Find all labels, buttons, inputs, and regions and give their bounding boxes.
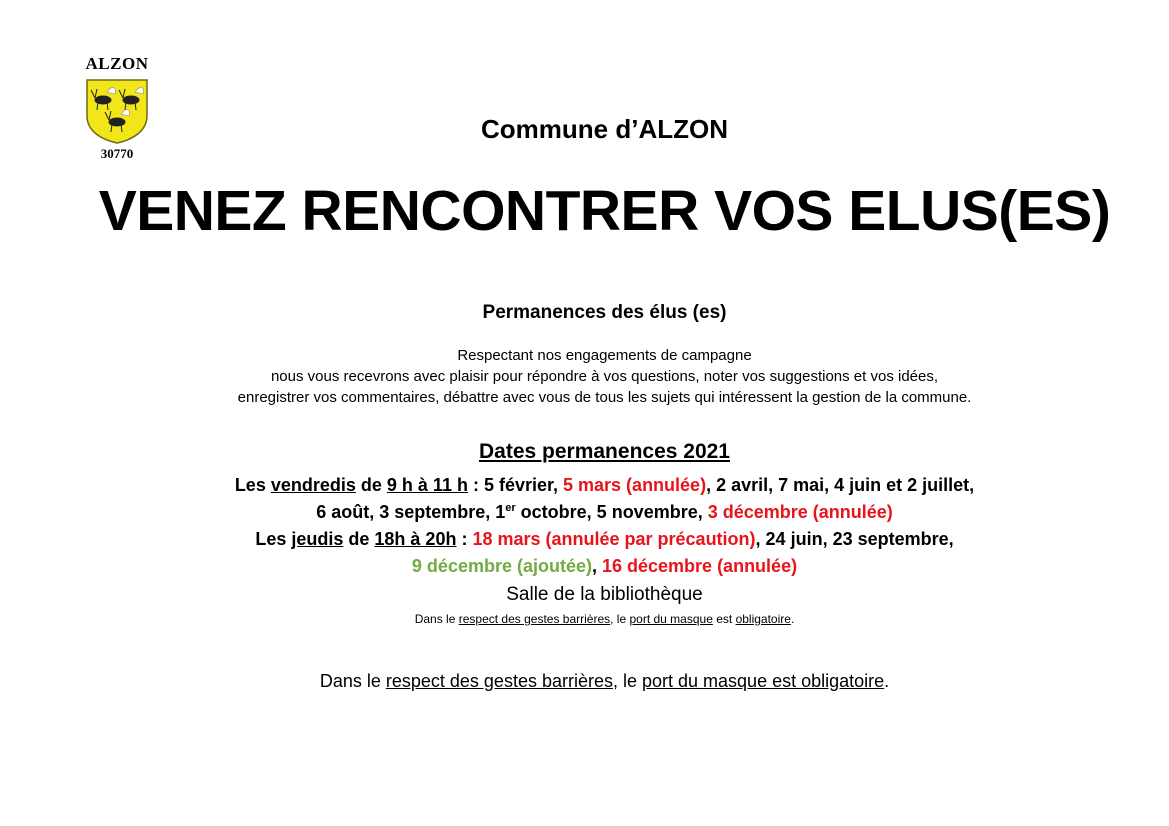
intro-line: nous vous recevrons avec plaisir pour répondre à vos questions, noter vos suggestions et vos idées, xyxy=(270,368,939,385)
logo-name: ALZON xyxy=(85,54,149,73)
intro-paragraph xyxy=(0,345,1169,408)
intro-line: enregistrer vos commentaires, débattre avec vous de tous les sujets qui intéressent la gestion de la commune. xyxy=(237,389,972,406)
friday-day: vendredis xyxy=(270,475,356,495)
commune-logo xyxy=(76,54,158,162)
added-date: 9 décembre (ajoutée) xyxy=(411,556,592,576)
location: Salle de la bibliothèque xyxy=(506,584,703,605)
logo-postal-code: 30770 xyxy=(100,146,134,161)
cancelled-date: 16 décembre (annulée) xyxy=(602,556,798,576)
thursday-schedule-line-2: 9 décembre (ajoutée), 16 décembre (annulée) xyxy=(411,556,798,576)
thursday-day: jeudis xyxy=(291,529,344,549)
intro-line: Respectant nos engagements de campagne xyxy=(457,347,752,364)
section-subtitle: Permanences des élus (es) xyxy=(482,302,727,323)
commune-title: Commune d’ALZON xyxy=(481,114,728,144)
friday-hours: 9 h à 11 h xyxy=(386,475,468,495)
page-headline: VENEZ RENCONTRER VOS ELUS(ES) xyxy=(98,179,1111,243)
cancelled-date: 3 décembre (annulée) xyxy=(707,502,893,522)
cancelled-date: 5 mars (annulée) xyxy=(563,475,707,495)
friday-schedule-line-2: 6 août, 3 septembre, 1er octobre, 5 novembre, 3 décembre (annulée) xyxy=(316,502,893,522)
friday-schedule-line-1: Les vendredis de 9 h à 11 h : 5 février, 5 mars (annulée), 2 avril, 7 mai, 4 juin et 2 juillet, xyxy=(234,475,975,495)
thursday-schedule-line-1: Les jeudis de 18h à 20h : 18 mars (annulée par précaution), 24 juin, 23 septembre, xyxy=(255,529,954,549)
dates-title: Dates permanences 2021 xyxy=(479,440,730,463)
safety-note-small: Dans le respect des gestes barrières, le port du masque est obligatoire. xyxy=(414,612,795,626)
schedule xyxy=(0,472,1169,580)
thursday-hours: 18h à 20h xyxy=(374,529,457,549)
cancelled-date: 18 mars (annulée par précaution) xyxy=(472,529,756,549)
safety-note: Dans le respect des gestes barrières, le port du masque est obligatoire. xyxy=(319,671,890,691)
